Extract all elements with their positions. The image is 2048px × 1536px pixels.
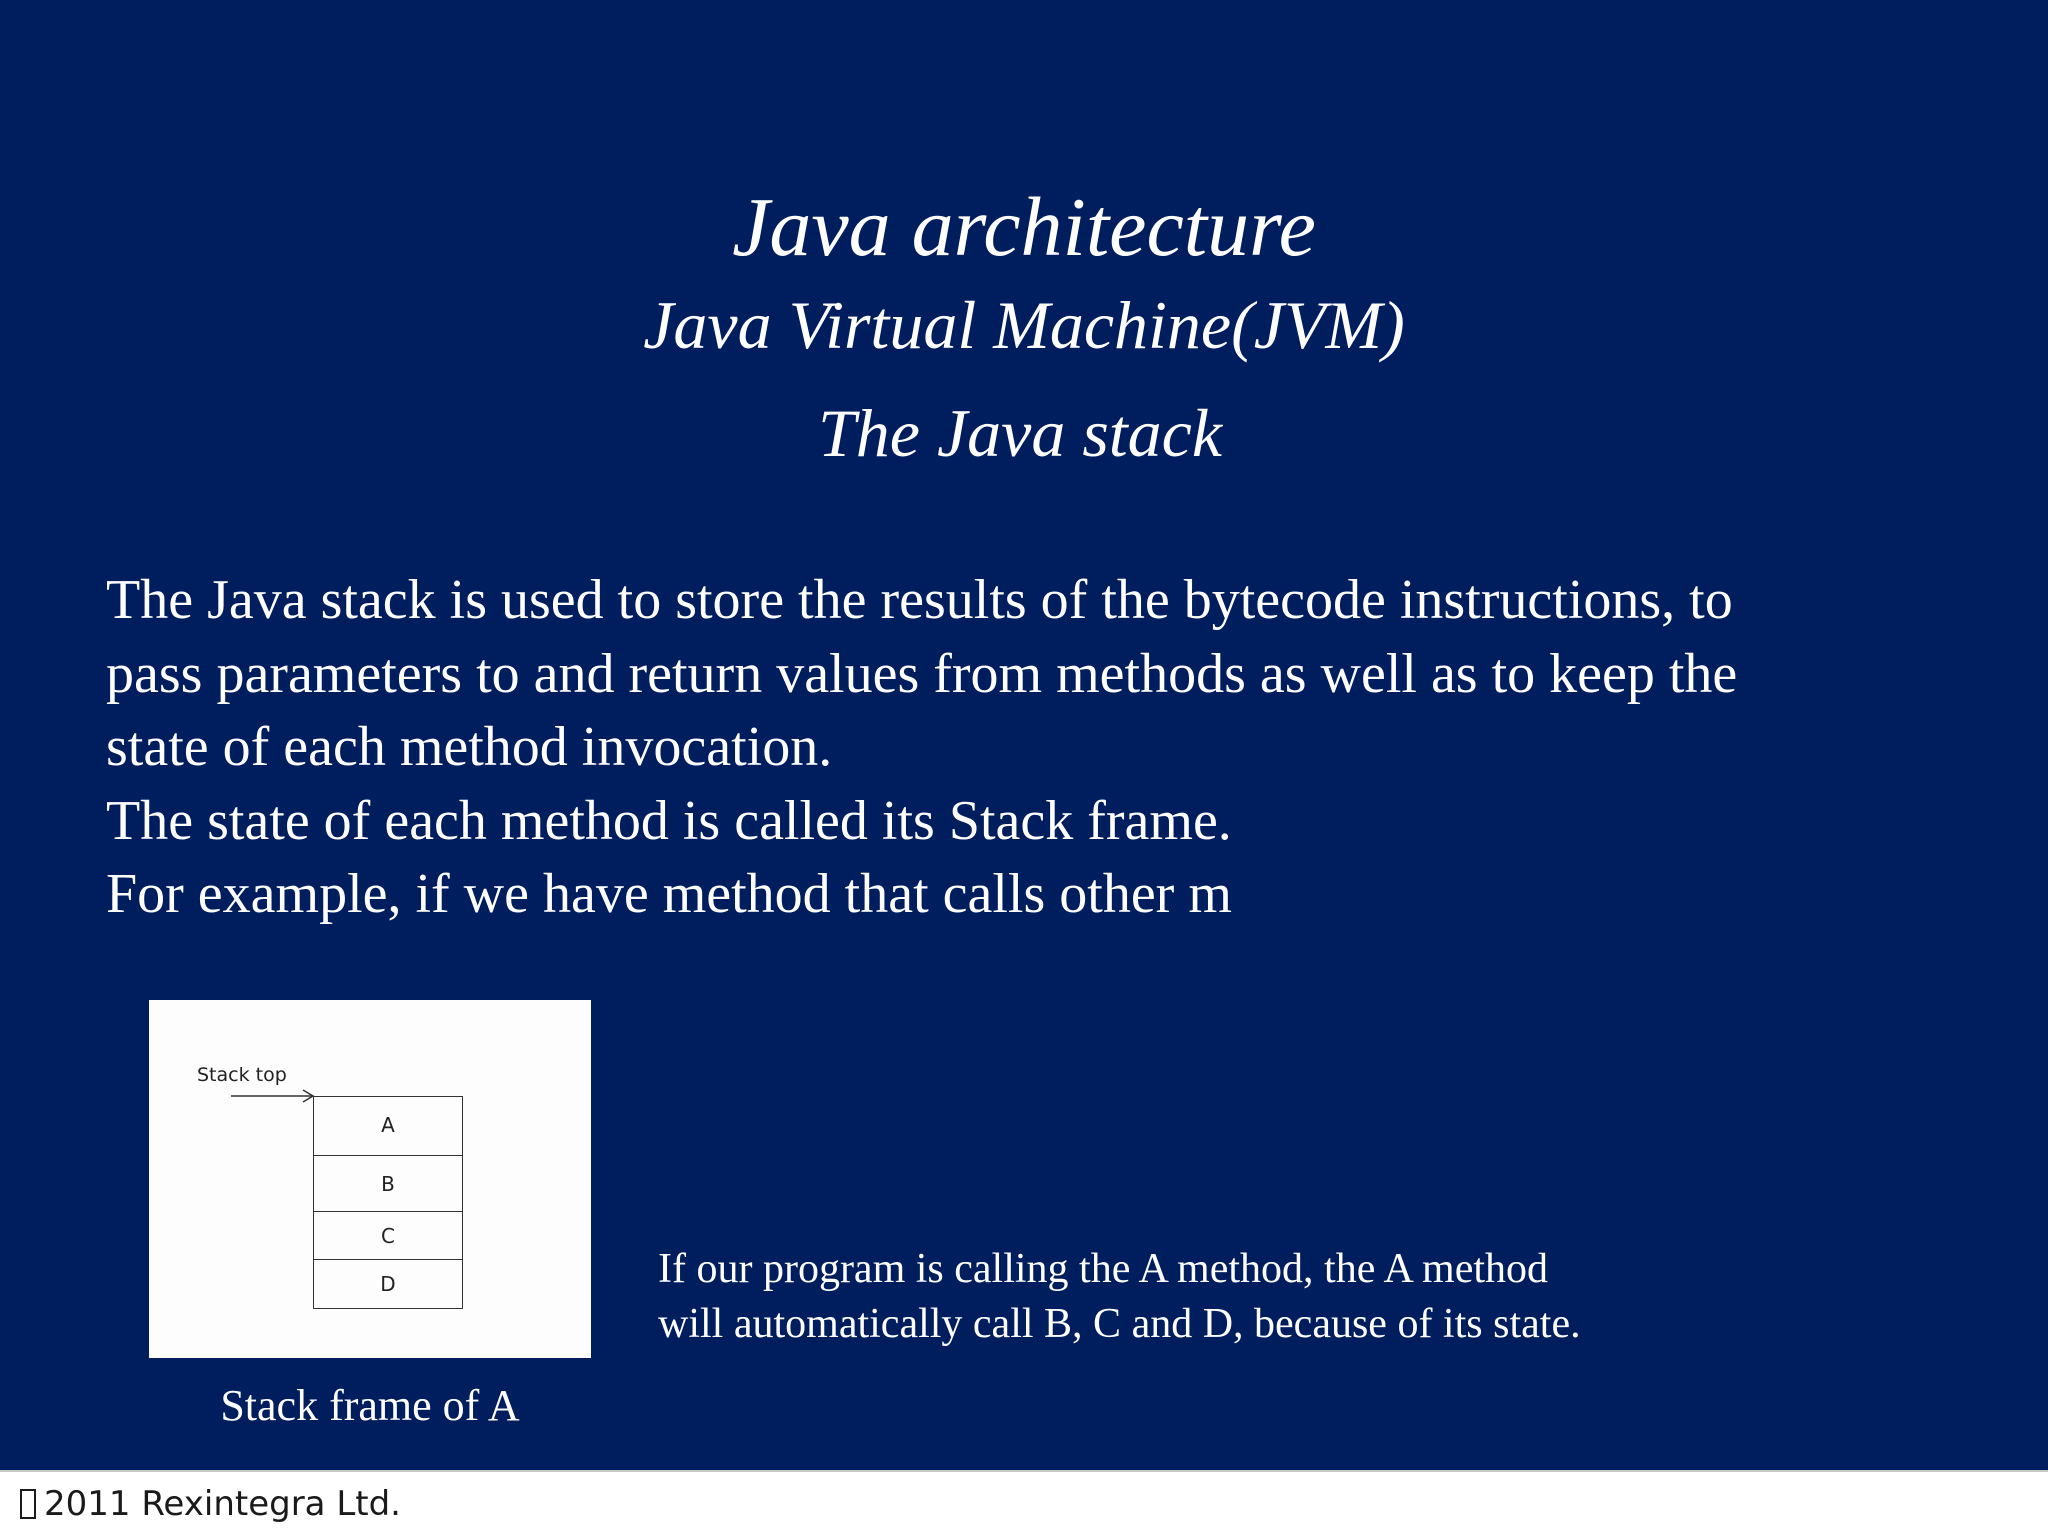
- explanation-line: will automatically call B, C and D, because of its state.: [658, 1301, 1581, 1347]
- body-line: state of each method invocation.: [106, 716, 833, 778]
- explanation-line: If our program is calling the A method, the A method: [658, 1246, 1549, 1292]
- slide-title: Java architecture: [732, 181, 1316, 274]
- stack-frame-a: A: [381, 1113, 395, 1137]
- slide-subtitle: Java Virtual Machine(JVM): [643, 287, 1405, 363]
- stack-frame-d: D: [314, 1259, 462, 1308]
- body-line: pass parameters to and return values from methods as well as to keep the: [106, 642, 1738, 705]
- body-line: For example, if we have method that calls other m: [106, 863, 1232, 925]
- slide-body: [106, 564, 2006, 932]
- footer-text: 2011 Rexintegra Ltd.: [44, 1484, 401, 1524]
- diagram-caption: Stack frame of A: [220, 1381, 520, 1430]
- footer: [0, 1470, 2048, 1536]
- stack-frame-c: C: [314, 1211, 462, 1259]
- stack-frame-b: B: [314, 1155, 462, 1211]
- slide-section-title: The Java stack: [817, 395, 1223, 471]
- body-line: The state of each method is called its Stack frame.: [106, 789, 1232, 852]
- footer-copyright: [20, 1482, 401, 1526]
- explanation-text: [658, 1242, 1581, 1352]
- stack-frames: [313, 1096, 463, 1309]
- arrow-right-icon: [231, 1088, 317, 1104]
- body-line: The Java stack is used to store the results of the bytecode instructions, to: [106, 569, 1733, 631]
- stack-top-label: Stack top: [197, 1064, 287, 1086]
- stack-diagram: [149, 1000, 591, 1358]
- missing-glyph-icon: [20, 1489, 36, 1519]
